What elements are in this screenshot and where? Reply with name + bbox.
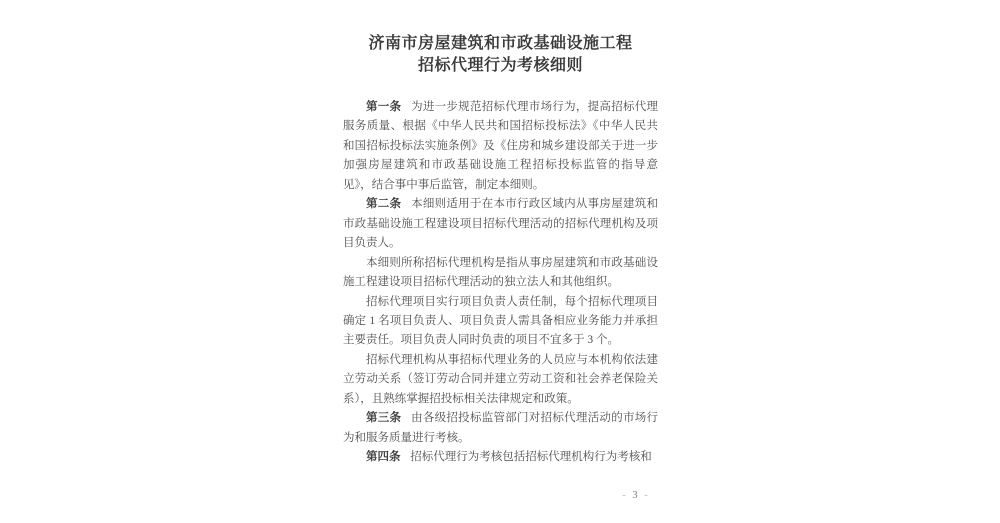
article-text-5: 招标代理机构从事招标代理业务的人员应与本机构依法建立劳动关系（签订劳动合同并建立劳动工资和社会养老保险关系），且熟练掌握招投标相关法律规定和政策。 [343, 353, 658, 405]
article-number-7: 第四条 [366, 451, 401, 464]
article-paragraph-7 [343, 448, 658, 467]
article-number-1: 第一条 [366, 101, 402, 113]
footer-left-dash: - [622, 490, 628, 501]
footer-right-dash: - [644, 490, 650, 501]
article-text-2: 本细则适用于在本市行政区域内从事房屋建筑和市政基础设施工程建设项目招标代理活动的招标代理机构及项目负责人。 [343, 198, 659, 250]
article-text-4: 招标代理项目实行项目负责人责任制，每个招标代理项目确定 1 名项目负责人、项目负责人需具备相应业务能力并承担主要责任。项目负责人同时负责的项目不宜多于 3 个。 [343, 295, 658, 347]
article-paragraph-4 [343, 293, 658, 351]
article-paragraph-1 [343, 98, 658, 195]
article-text-1: 为进一步规范招标代理市场行为，提高招标代理服务质量、根据《中华人民共和国招标投标法》《中华人民共和国招标投标法实施条例》及《住房和城乡建设部关于进一步加强房屋建筑和市政基础设施工程招标投标监管的指导意见》，结合事中事后监管，制定本细则。 [343, 101, 659, 191]
article-number-6: 第三条 [366, 412, 402, 425]
article-text-7: 招标代理行为考核包括招标代理机构行为考核和 [410, 451, 652, 464]
document-title [343, 33, 658, 77]
page-number: 3 [632, 490, 640, 501]
document-title-line-2: 招标代理行为考核细则 [417, 57, 583, 74]
article-paragraph-2 [343, 195, 658, 253]
article-paragraph-6 [343, 409, 658, 448]
article-text-3: 本细则所称招标代理机构是指从事房屋建筑和市政基础设施工程建设项目招标代理活动的独立法人和其他组织。 [343, 256, 658, 289]
article-number-2: 第二条 [366, 198, 402, 211]
page-number-footer [596, 490, 676, 501]
article-paragraph-5 [343, 351, 658, 409]
document-body [343, 98, 658, 468]
document-title-line-1: 济南市房屋建筑和市政基础设施工程 [368, 35, 633, 52]
article-paragraph-3 [343, 254, 658, 293]
document-text-block [343, 33, 658, 468]
article-text-6: 由各级招投标监管部门对招标代理活动的市场行为和服务质量进行考核。 [343, 412, 659, 444]
